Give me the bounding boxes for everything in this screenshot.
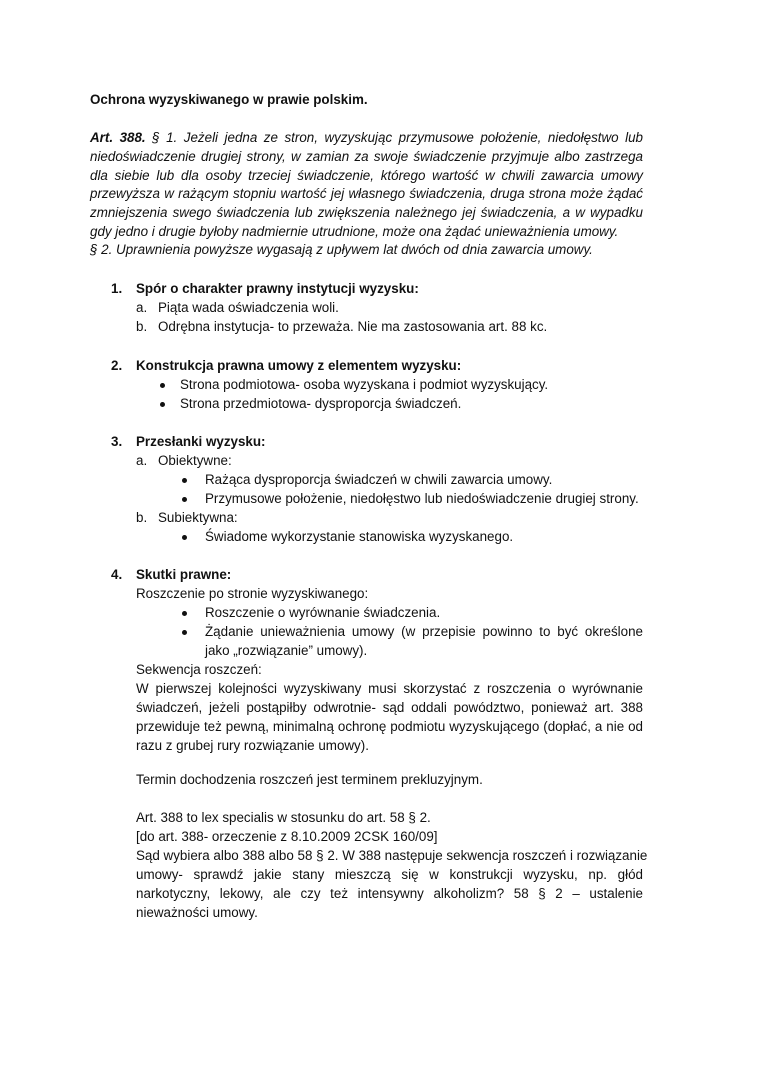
section-number: 3. — [111, 434, 123, 449]
list-item-continuation: jako „rozwiązanie” umowy). — [205, 643, 368, 658]
sublist-label: Obiektywne: — [158, 453, 232, 468]
paragraph: Termin dochodzenia roszczeń jest terminem prekluzyjnym. — [136, 772, 483, 787]
sublist-label: Subiektywna: — [158, 510, 238, 525]
list-marker: b. — [136, 319, 148, 334]
paragraph-line: świadczeń, jeżeli postąpiłby odwrotnie- sąd oddali powództwo, ponieważ art. 388 — [136, 700, 643, 715]
article-line: dla siebie lub dla osoby trzeciej świadczenie, którego wartość w chwili zawarcia umowy — [90, 168, 643, 183]
section-number: 2. — [111, 358, 123, 373]
paragraph-line: umowy- sprawdź jakie stany mieszczą się w konstrukcji wyzysku, np. głód — [136, 867, 643, 882]
paragraph-line: Sąd wybiera albo 388 albo 58 § 2. W 388 następuje sekwencja roszczeń i rozwiązanie — [136, 848, 648, 863]
bullet-icon — [182, 535, 187, 540]
list-marker: b. — [136, 510, 148, 525]
paragraph-line: przewiduje też pewną, minimalną ochronę podmiotu wyzyskującego (dopłać, a nie od — [136, 719, 643, 734]
paragraph-line: razu z grubej rury rozwiązanie umowy). — [136, 738, 369, 753]
bullet-icon — [160, 383, 165, 388]
list-item: Strona podmiotowa- osoba wyzyskana i podmiot wyzyskujący. — [180, 377, 549, 392]
article-line — [90, 129, 643, 147]
paragraph-line: narkotyczny, lekowy, ale czy też intensywny alkoholizm? 58 § 2 – ustalenie — [136, 886, 643, 901]
paragraph-line: nieważności umowy. — [136, 905, 258, 920]
list-item: Odrębna instytucja- to przeważa. Nie ma zastosowania art. 88 kc. — [158, 319, 548, 334]
list-item: Przymusowe położenie, niedołęstwo lub niedoświadczenie drugiej strony. — [205, 491, 639, 506]
article-line-text: § 1. Jeżeli jedna ze stron, wyzyskując przymusowe położenie, niedołęstwo lub — [152, 130, 643, 145]
list-item: Rażąca dysproporcja świadczeń w chwili zawarcia umowy. — [205, 472, 553, 487]
section-number: 4. — [111, 567, 123, 582]
bullet-icon — [182, 611, 187, 616]
bullet-icon — [182, 630, 187, 635]
section-heading: Skutki prawne: — [136, 567, 232, 582]
section-number: 1. — [111, 281, 123, 296]
section-heading: Przesłanki wyzysku: — [136, 434, 266, 449]
list-item: Świadome wykorzystanie stanowiska wyzyskanego. — [205, 529, 514, 544]
article-line: zmniejszenia swego świadczenia lub zwiększenia należnego jej świadczenia, a w wypadku — [90, 205, 643, 220]
paragraph: Art. 388 to lex specialis w stosunku do art. 58 § 2. — [136, 810, 431, 825]
article-label: Art. 388. — [90, 130, 146, 145]
bullet-icon — [160, 402, 165, 407]
list-item: Piąta wada oświadczenia woli. — [158, 300, 339, 315]
paragraph-line: W pierwszej kolejności wyzyskiwany musi skorzystać z roszczenia o wyrównanie — [136, 681, 643, 696]
section-heading: Konstrukcja prawna umowy z elementem wyzysku: — [136, 358, 462, 373]
paragraph: [do art. 388- orzeczenie z 8.10.2009 2CSK 160/09] — [136, 829, 438, 844]
list-marker: a. — [136, 453, 148, 468]
paragraph-label: Roszczenie po stronie wyzyskiwanego: — [136, 586, 369, 601]
section-heading: Spór o charakter prawny instytucji wyzysku: — [136, 281, 419, 296]
list-marker: a. — [136, 300, 148, 315]
list-item: Roszczenie o wyrównanie świadczenia. — [205, 605, 441, 620]
article-line: gdy jedno i drugie byłoby nadmiernie utrudnione, może ona żądać unieważnienia umowy. — [90, 224, 619, 239]
paragraph-label: Sekwencja roszczeń: — [136, 662, 262, 677]
bullet-icon — [182, 478, 187, 483]
article-line: przewyższa w rażącym stopniu wartość jej własnego świadczenia, druga strona może żądać — [90, 186, 643, 201]
article-line: niedoświadczenie drugiej strony, w zamian za swoje świadczenie przyjmuje albo zastrzega — [90, 149, 643, 164]
bullet-icon — [182, 497, 187, 502]
list-item: Żądanie unieważnienia umowy (w przepisie powinno to być określone — [205, 624, 643, 639]
document-title: Ochrona wyzyskiwanego w prawie polskim. — [90, 92, 368, 107]
article-line: § 2. Uprawnienia powyższe wygasają z upływem lat dwóch od dnia zawarcia umowy. — [90, 242, 593, 257]
list-item: Strona przedmiotowa- dysproporcja świadczeń. — [180, 396, 462, 411]
